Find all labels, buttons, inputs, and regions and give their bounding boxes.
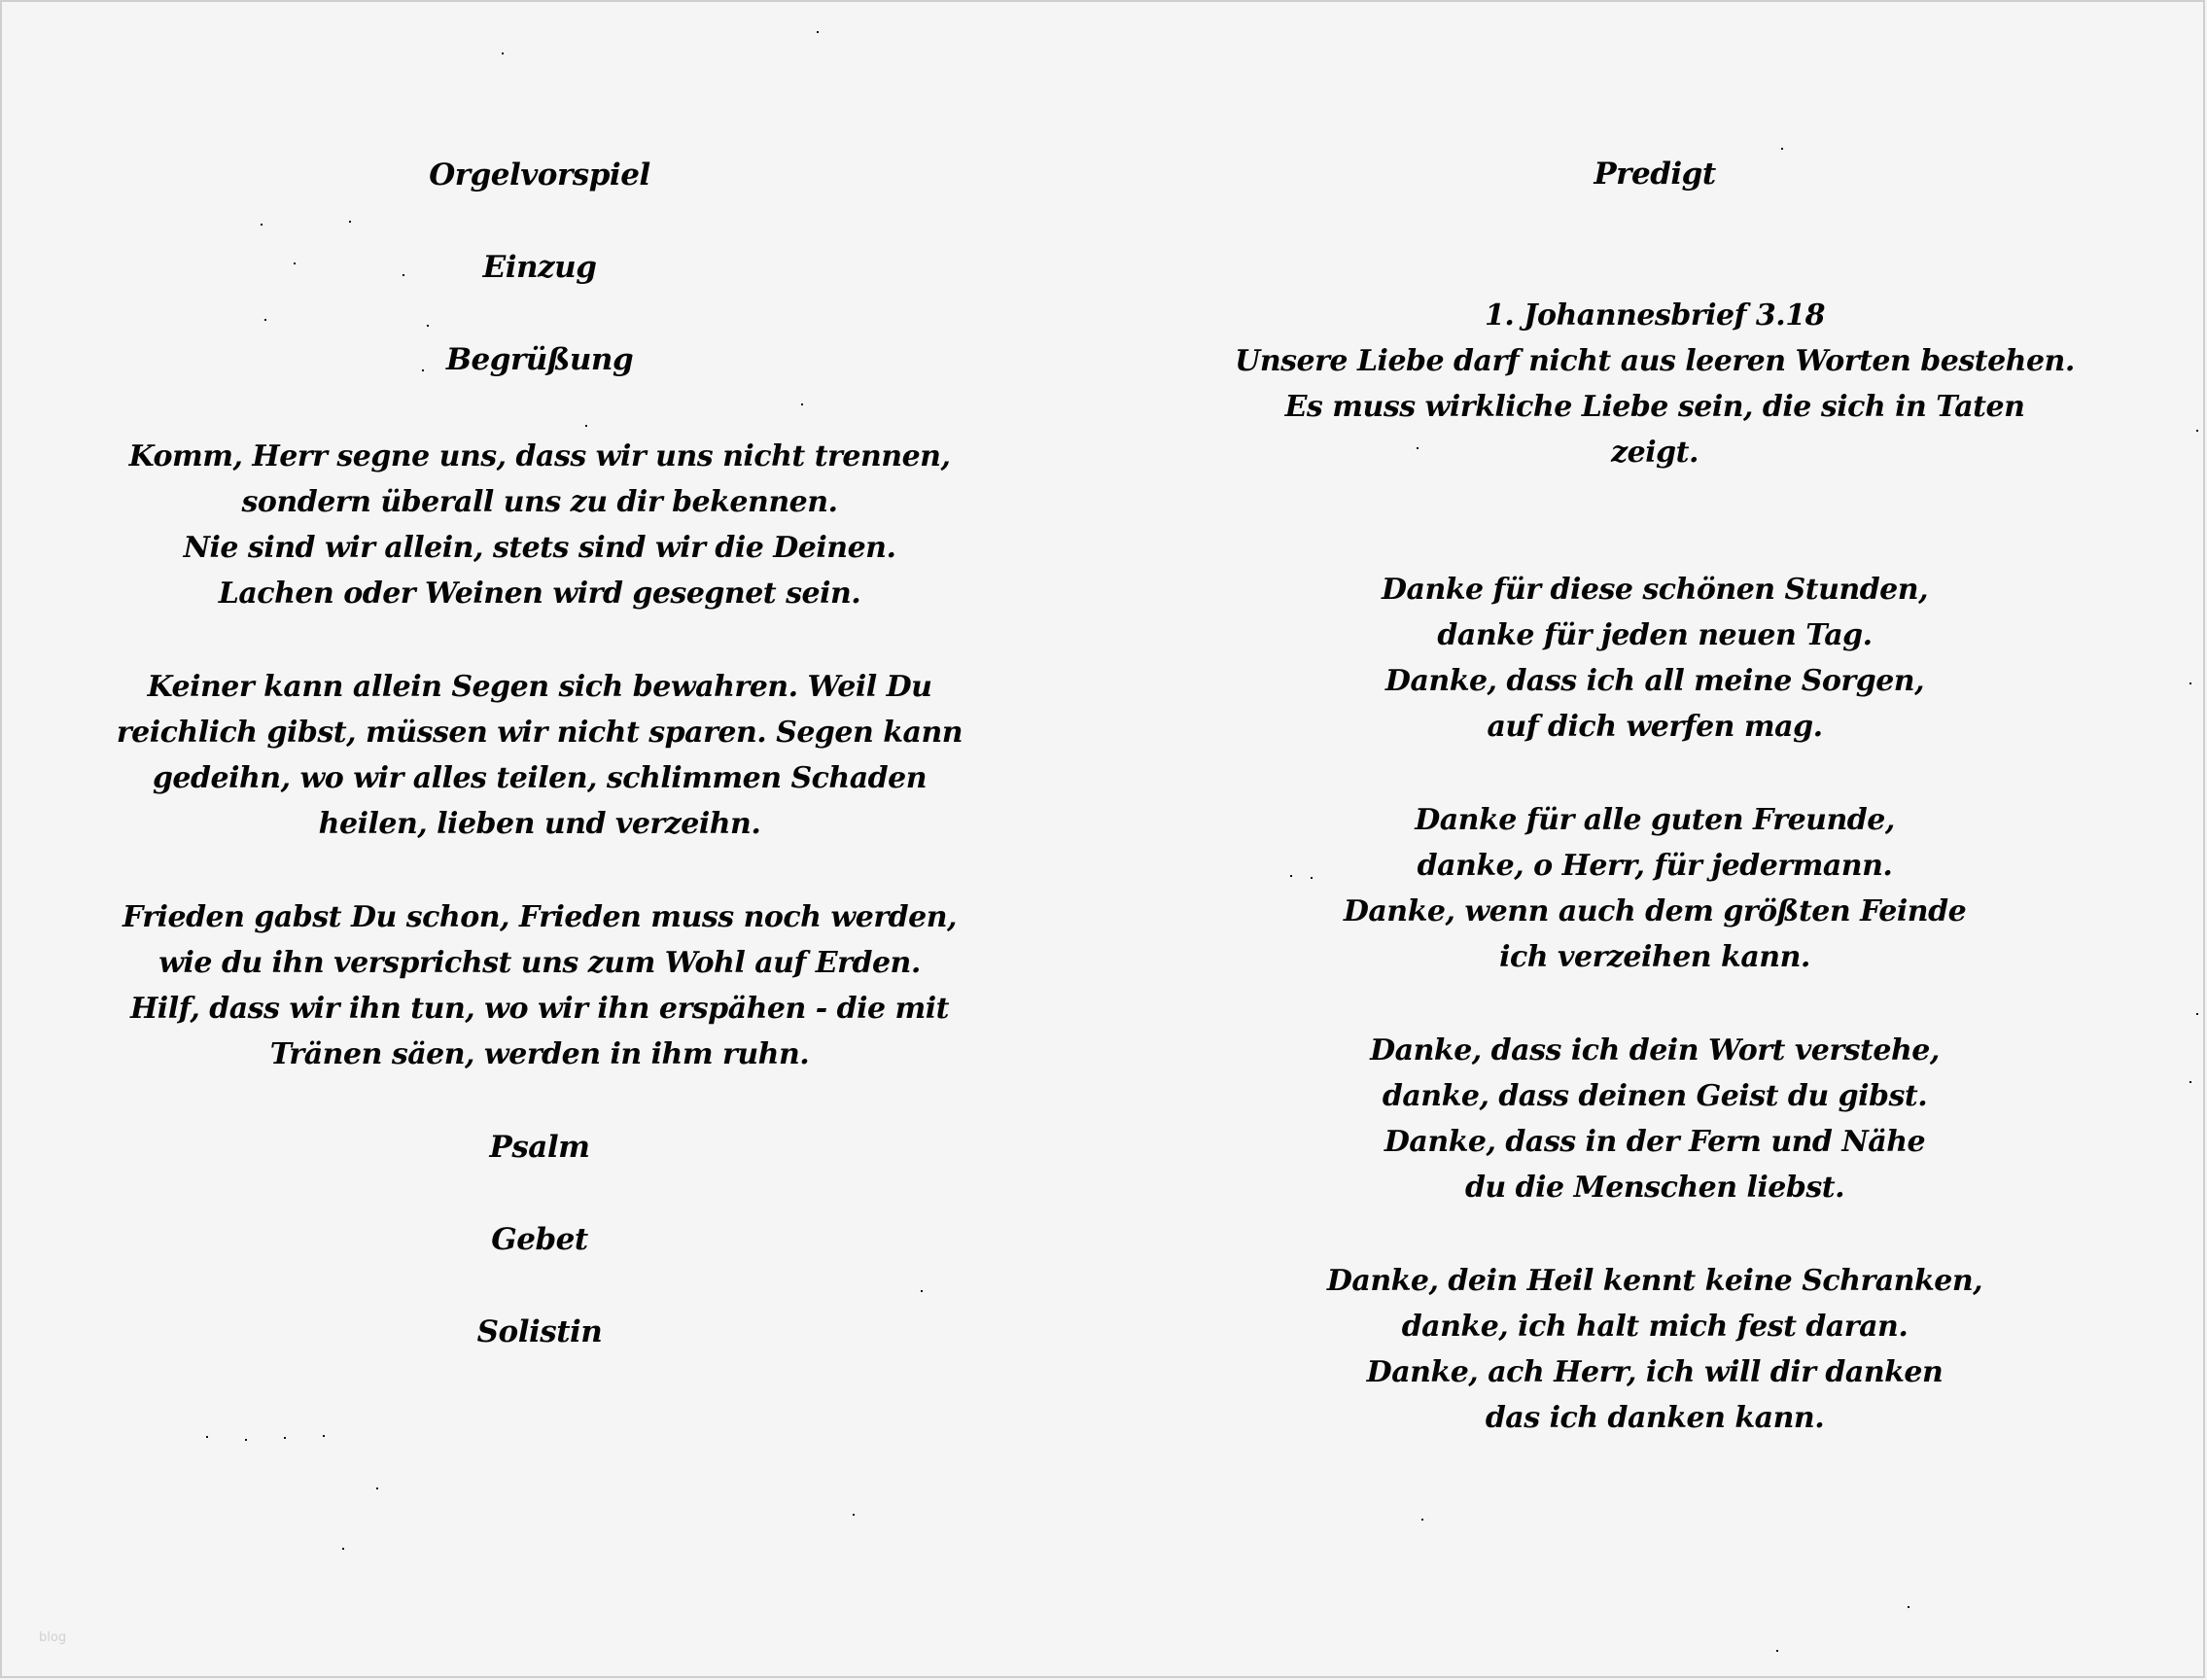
speck xyxy=(817,31,819,33)
verse-line: danke, o Herr, für jedermann. xyxy=(1417,849,1893,883)
speck xyxy=(342,1548,344,1550)
speck xyxy=(403,274,404,276)
verse-line: danke, dass deinen Geist du gibst. xyxy=(1382,1079,1928,1113)
verse-line: Frieden gabst Du schon, Frieden muss noch werden, xyxy=(123,900,957,934)
heading-gebet: Gebet xyxy=(491,1222,588,1257)
speck xyxy=(1417,447,1419,449)
speck xyxy=(853,1514,855,1516)
speck xyxy=(1421,1519,1423,1521)
heading-predigt: Predigt xyxy=(1594,157,1716,192)
verse-line: auf dich werfen mag. xyxy=(1487,710,1823,744)
verse-line: Danke, ach Herr, ich will dir danken xyxy=(1366,1355,1944,1389)
speck xyxy=(585,425,587,427)
speck xyxy=(261,224,263,226)
speck xyxy=(264,319,266,321)
heading-solistin: Solistin xyxy=(476,1314,603,1349)
scripture-reference: 1. Johannesbrief 3.18 xyxy=(1485,298,1825,332)
verse-line: Danke, dass in der Fern und Nähe xyxy=(1384,1125,1926,1159)
speck xyxy=(245,1439,247,1441)
verse-line: danke für jeden neuen Tag. xyxy=(1437,618,1873,652)
verse-line: Danke, dass ich all meine Sorgen, xyxy=(1384,664,1925,698)
verse-line: wie du ihn versprichst uns zum Wohl auf Erden. xyxy=(158,946,921,980)
verse-line: sondern überall uns zu dir bekennen. xyxy=(241,485,838,519)
verse-line: Lachen oder Weinen wird gesegnet sein. xyxy=(218,577,861,611)
verse-line: Danke, dein Heil kennt keine Schranken, xyxy=(1326,1264,1983,1298)
speck xyxy=(1776,1650,1778,1652)
verse-line: Keiner kann allein Segen sich bewahren. Weil Du xyxy=(147,670,932,704)
verse-line: Danke für diese schönen Stunden, xyxy=(1381,573,1929,607)
heading-psalm: Psalm xyxy=(489,1130,590,1165)
speck xyxy=(323,1435,325,1437)
speck xyxy=(502,52,504,54)
verse-line: du die Menschen liebst. xyxy=(1464,1171,1845,1205)
heading-orgelvorspiel: Orgelvorspiel xyxy=(429,158,650,192)
scripture-line: Unsere Liebe darf nicht aus leeren Worten bestehen. xyxy=(1235,344,2075,378)
speck xyxy=(1311,877,1313,879)
speck xyxy=(1908,1606,1909,1608)
speck xyxy=(294,262,296,264)
speck xyxy=(1781,148,1783,150)
verse-line: gedeihn, wo wir alles teilen, schlimmen Schaden xyxy=(152,761,928,795)
speck xyxy=(2196,1013,2198,1015)
speck xyxy=(2189,682,2191,684)
speck xyxy=(921,1290,923,1292)
verse-line: Komm, Herr segne uns, dass wir uns nicht trennen, xyxy=(128,439,951,473)
speck xyxy=(2189,1081,2191,1083)
verse-line: Danke für alle guten Freunde, xyxy=(1415,803,1895,837)
verse-line: Tränen säen, werden in ihm ruhn. xyxy=(269,1037,810,1071)
verse-line: Hilf, dass wir ihn tun, wo wir ihn erspähen - die mit xyxy=(129,992,950,1026)
speck xyxy=(284,1437,286,1439)
verse-line: reichlich gibst, müssen wir nicht sparen. Segen kann xyxy=(116,716,963,750)
verse-line: das ich danken kann. xyxy=(1485,1401,1825,1435)
verse-line: Danke, wenn auch dem größten Feinde xyxy=(1343,894,1967,928)
heading-begruessung: Begrüßung xyxy=(445,342,634,377)
speck xyxy=(206,1436,208,1438)
speck xyxy=(1290,875,1292,877)
speck xyxy=(2196,430,2198,432)
scripture-line: Es muss wirkliche Liebe sein, die sich in Taten xyxy=(1284,390,2025,424)
scripture-line: zeigt. xyxy=(1611,436,1699,470)
speck xyxy=(349,221,351,223)
speck xyxy=(427,325,429,327)
verse-line: danke, ich halt mich fest daran. xyxy=(1401,1310,1909,1344)
verse-line: Danke, dass ich dein Wort verstehe, xyxy=(1370,1033,1940,1068)
verse-line: Nie sind wir allein, stets sind wir die Deinen. xyxy=(183,531,896,565)
heading-einzug: Einzug xyxy=(482,250,597,285)
verse-line: heilen, lieben und verzeihn. xyxy=(318,807,761,841)
watermark: blog xyxy=(39,1630,67,1645)
verse-line: ich verzeihen kann. xyxy=(1499,940,1810,974)
speck xyxy=(801,403,803,405)
speck xyxy=(376,1488,378,1489)
speck xyxy=(422,369,424,371)
